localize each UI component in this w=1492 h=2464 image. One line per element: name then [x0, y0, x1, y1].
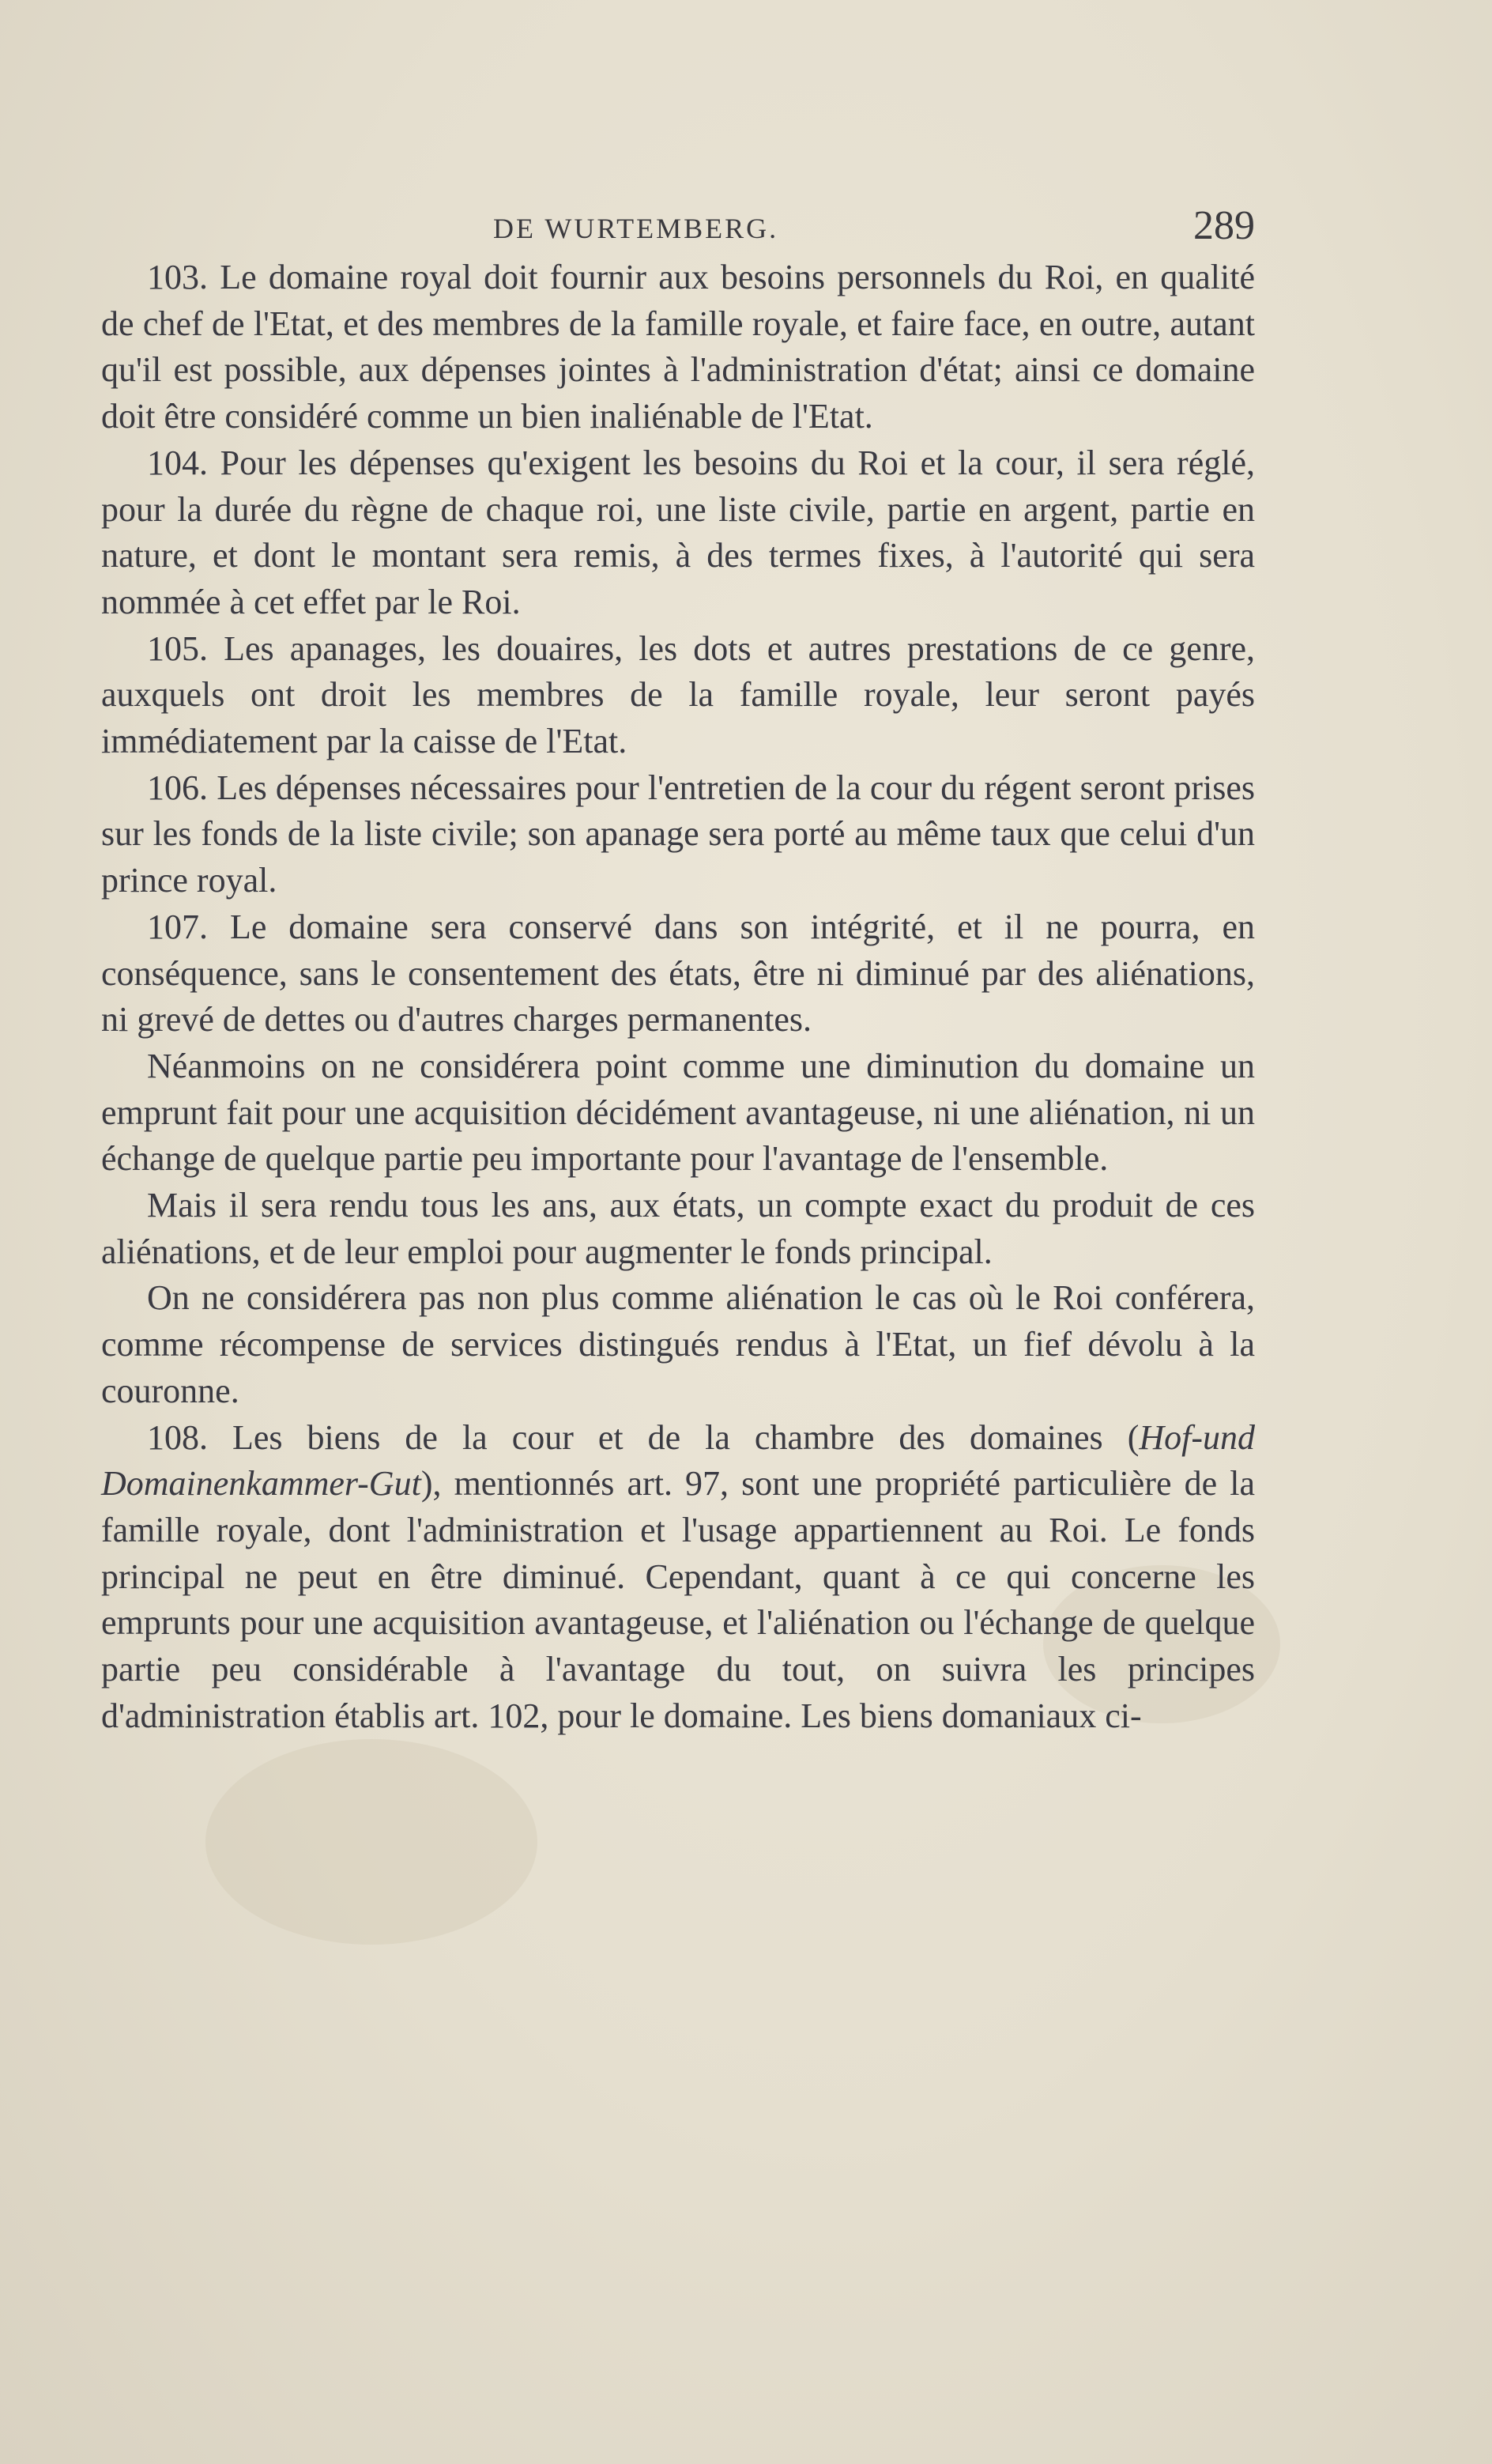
article-107-paragraph-4: On ne considérera pas non plus comme aliénation le cas où le Roi conférera, comme récompense de services distingués rendus à l'Etat, un fief dévolu à la couronne. [101, 1278, 1255, 1410]
article-107: 107. Le domaine sera conservé dans son intégrité, et il ne pourra, en conséquence, sans le consentement des états, être ni diminué par des aliénations, ni grevé de dettes ou d'autres charges permanentes. [101, 907, 1255, 1040]
page-header [101, 203, 1255, 255]
article-107-paragraph-2: Néanmoins on ne considérera point comme une diminution du domaine un emprunt fait pour une acquisition décidément avantageuse, ni une aliénation, ni un échange de quelque partie peu importante pour l'avantage de l'ensemble. [101, 1046, 1255, 1179]
article-104: 104. Pour les dépenses qu'exigent les besoins du Roi et la cour, il sera réglé, pour la durée du règne de chaque roi, une liste civile, partie en argent, partie en nature, et dont le montant sera remis, à des termes fixes, à l'autorité qui sera nommée à cet effet par le Roi. [101, 443, 1255, 621]
running-head: DE WURTEMBERG. [493, 213, 779, 244]
article-105: 105. Les apanages, les douaires, les dots et autres prestations de ce genre, auxquels ont droit les membres de la famille royale, leur seront payés immédiatement par la caisse de l'Etat. [101, 628, 1255, 761]
article-107-paragraph-3: Mais il sera rendu tous les ans, aux états, un compte exact du produit de ces aliénations, et de leur emploi pour augmenter le fonds principal. [101, 1186, 1255, 1271]
german-term: Hof-und Domainenkammer-Gut [101, 1417, 1255, 1504]
page-number: 289 [1193, 203, 1255, 248]
paper-stain [205, 1739, 537, 1945]
body-text [101, 255, 1255, 1740]
article-108: 108. Les biens de la cour et de la chambre des domaines (Hof-und Domainenkammer-Gut), mentionnés art. 97, sont une propriété particulière de la famille royale, dont l'administration et l'usage appartiennent au Roi. Le fonds principal ne peut en être diminué. Cependant, quant à ce qui concerne les emprunts pour une acquisition avantageuse, et l'aliénation ou l'échange de quelque partie peu considérable à l'avantage du tout, on suivra les principes d'administration établis art. 102, pour le domaine. Les biens domaniaux ci- [101, 1417, 1255, 1735]
article-106: 106. Les dépenses nécessaires pour l'entretien de la cour du régent seront prises sur les fonds de la liste civile; son apanage sera porté au même taux que celui d'un prince royal. [101, 768, 1255, 900]
article-103: 103. Le domaine royal doit fournir aux besoins personnels du Roi, en qualité de chef de l'Etat, et des membres de la famille royale, et faire face, en outre, autant qu'il est possible, aux dépenses jointes à l'administration d'état; ainsi ce domaine doit être considéré comme un bien inaliénable de l'Etat. [101, 258, 1255, 436]
